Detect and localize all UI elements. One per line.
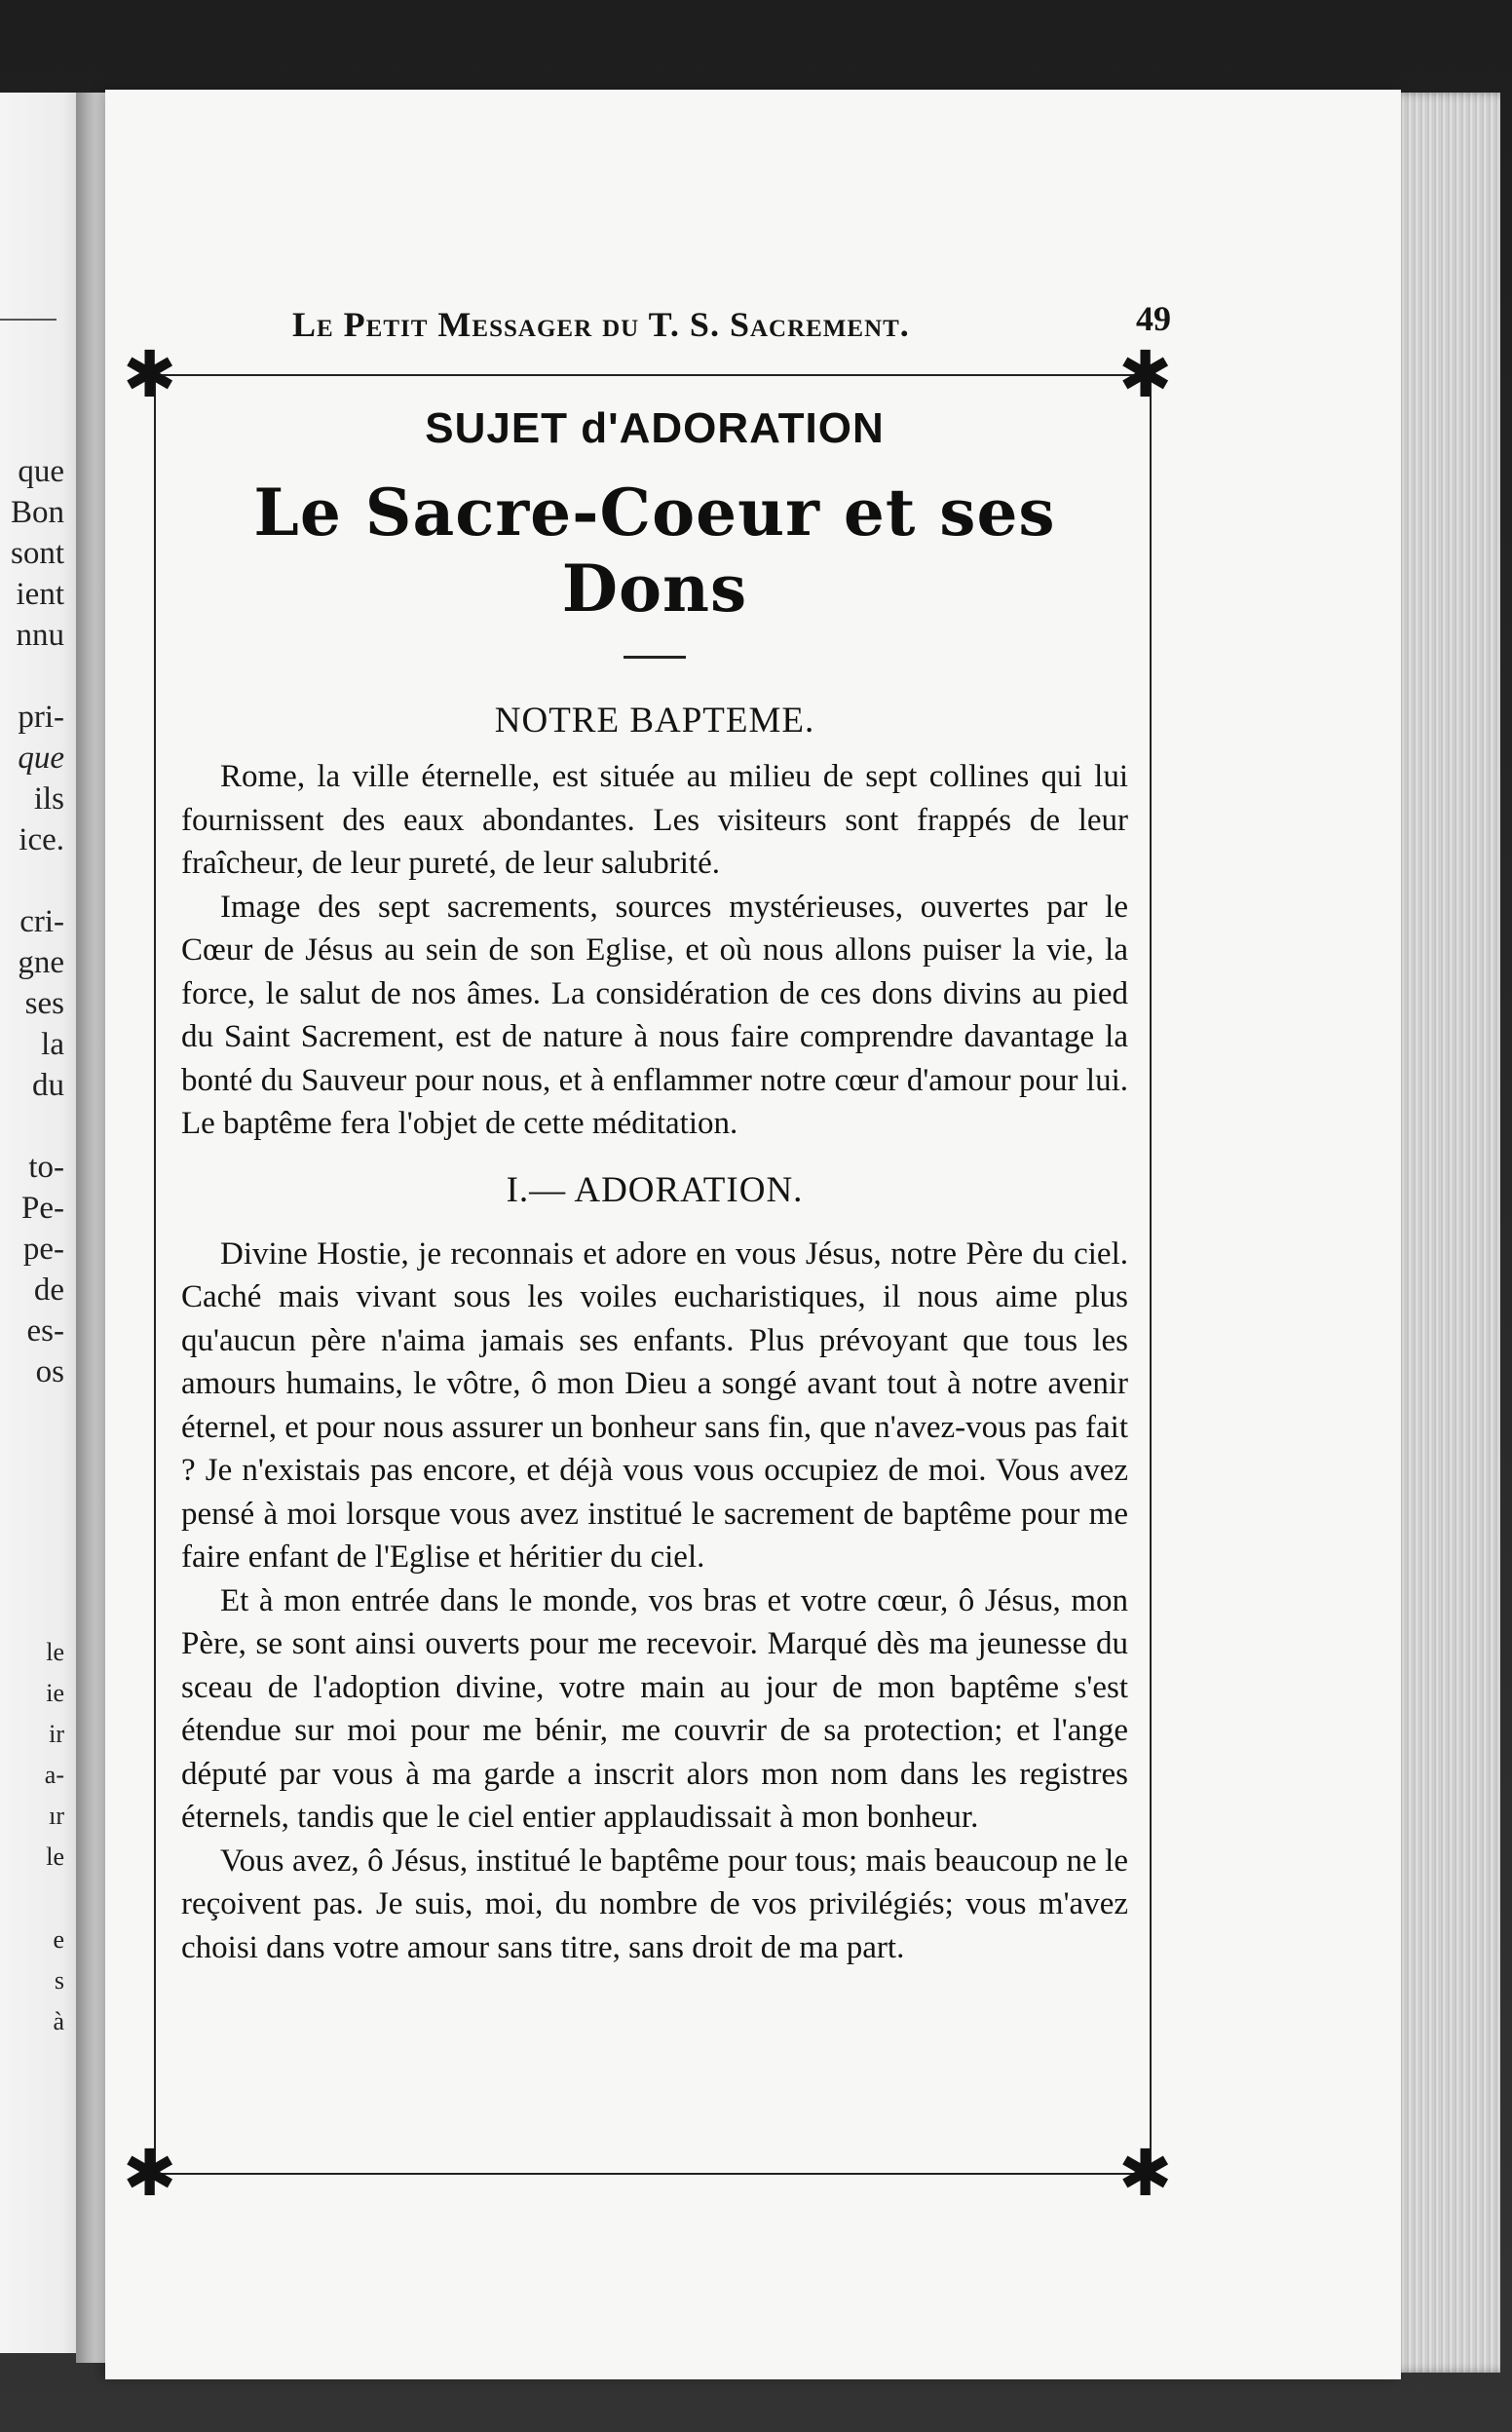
left-fragment: ient (16, 577, 64, 612)
section-heading-adoration: I.— ADORATION. (506, 1169, 804, 1210)
left-fragment: à (53, 2007, 64, 2035)
paragraph: Divine Hostie, je reconnais et adore en vous Jésus, notre Père du ciel. Caché mais vivant sous les voiles eucharistiques, il nous aime plus qu'aucun père n'aima jamais ses enfants. Plus prévoyant que tous les amours humains, le vôtre, ô mon Dieu a songé avant tout à notre avenir éternel, et pour nous assurer un bonheur sans fin, que n'avez-vous pas fait ? Je n'existais pas encore, et déjà vous vous occupiez de moi. Vous avez pensé à moi lorsque vous avez institué le sacrement de baptême pour me faire enfant de l'Eglise et héritier du ciel. (181, 1235, 1128, 1575)
left-page-rule (0, 319, 57, 321)
asterisk-ornament-icon: ✱ (1118, 2136, 1173, 2211)
left-fragment: a- (44, 1761, 64, 1789)
left-fragment: e (53, 1925, 64, 1954)
left-fragment: que (18, 454, 64, 489)
left-fragment: to- (28, 1150, 64, 1185)
frame-right-rule (1150, 380, 1152, 2173)
left-fragment: ils (33, 781, 64, 817)
left-fragment: que (18, 741, 64, 776)
left-fragment: ır (49, 1802, 64, 1830)
left-fragment: du (32, 1068, 64, 1103)
article (181, 404, 1128, 1969)
left-fragment: pe- (22, 1232, 64, 1267)
left-fragment: le (46, 1638, 64, 1666)
frame-bottom-rule (156, 2173, 1150, 2175)
paragraph: Vous avez, ô Jésus, institué le baptême pour tous; mais beaucoup ne le reçoivent pas. Je suis, moi, du nombre de vos privilégiés; vous m'avez choisi dans votre amour sans titre, sans droit de ma part. (181, 1843, 1128, 1965)
left-fragment: Bon (10, 495, 64, 530)
article-kicker: SUJET d'ADORATION (425, 404, 885, 452)
left-fragment: gne (18, 945, 64, 980)
left-fragment: ses (24, 986, 64, 1021)
left-fragment: es- (26, 1313, 64, 1349)
left-fragment: la (41, 1027, 64, 1062)
left-fragment: pri- (18, 700, 64, 735)
left-fragment: ice. (19, 822, 64, 857)
left-fragment: ir (49, 1720, 64, 1748)
left-fragment: Pe- (21, 1191, 64, 1226)
title-divider (624, 656, 686, 659)
left-fragment: le (46, 1843, 64, 1871)
page-number: 49 (1136, 299, 1171, 338)
left-fragment: sont (10, 536, 64, 571)
left-fragment: cri- (19, 904, 64, 939)
asterisk-ornament-icon: ✱ (123, 2136, 177, 2211)
left-fragment: nnu (16, 618, 64, 653)
paragraph: Image des sept sacrements, sources mystérieuses, ouvertes par le Cœur de Jésus au sein de son Eglise, et où nous allons puiser la vie, la force, le salut de nos âmes. La considération de ces dons divins au pied du Saint Sacrement, est de nature à nous faire comprendre davantage la bonté du Sauveur pour nous, et à enflammer notre cœur d'amour pour lui. Le baptême fera l'objet de cette méditation. (181, 889, 1128, 1141)
section-heading-baptism: NOTRE BAPTEME. (494, 701, 815, 741)
running-head: Le Petit Messager du T. S. Sacrement. (292, 305, 910, 344)
paragraph: Et à mon entrée dans le monde, vos bras et votre cœur, ô Jésus, mon Père, se sont ainsi ouverts pour me recevoir. Marqué dès ma jeunesse du sceau de l'adoption divine, votre main au jour de mon baptême s'est étendue sur moi pour me bénir, me couvrir de sa protection; et l'ange député par vous à ma garde a inscrit alors mon nom dans les registres éternels, tandis que le ciel entier applaudissait à mon bonheur. (181, 1582, 1128, 1835)
left-fragment: os (35, 1354, 64, 1389)
left-fragment: s (54, 1966, 64, 1995)
frame-left-rule (154, 380, 156, 2173)
article-title: Le Sacre-Coeur et ses Dons (253, 475, 1056, 627)
frame-top-rule (156, 374, 1150, 376)
asterisk-ornament-icon: ✱ (1118, 337, 1173, 412)
left-fragment: ie (46, 1679, 64, 1707)
asterisk-ornament-icon: ✱ (123, 337, 177, 412)
left-fragment: de (33, 1273, 64, 1308)
paragraph: Rome, la ville éternelle, est située au milieu de sept collines qui lui fournissent des eaux abondantes. Les visiteurs sont frappés de leur fraîcheur, de leur pureté, de leur salubrité. (181, 759, 1128, 881)
